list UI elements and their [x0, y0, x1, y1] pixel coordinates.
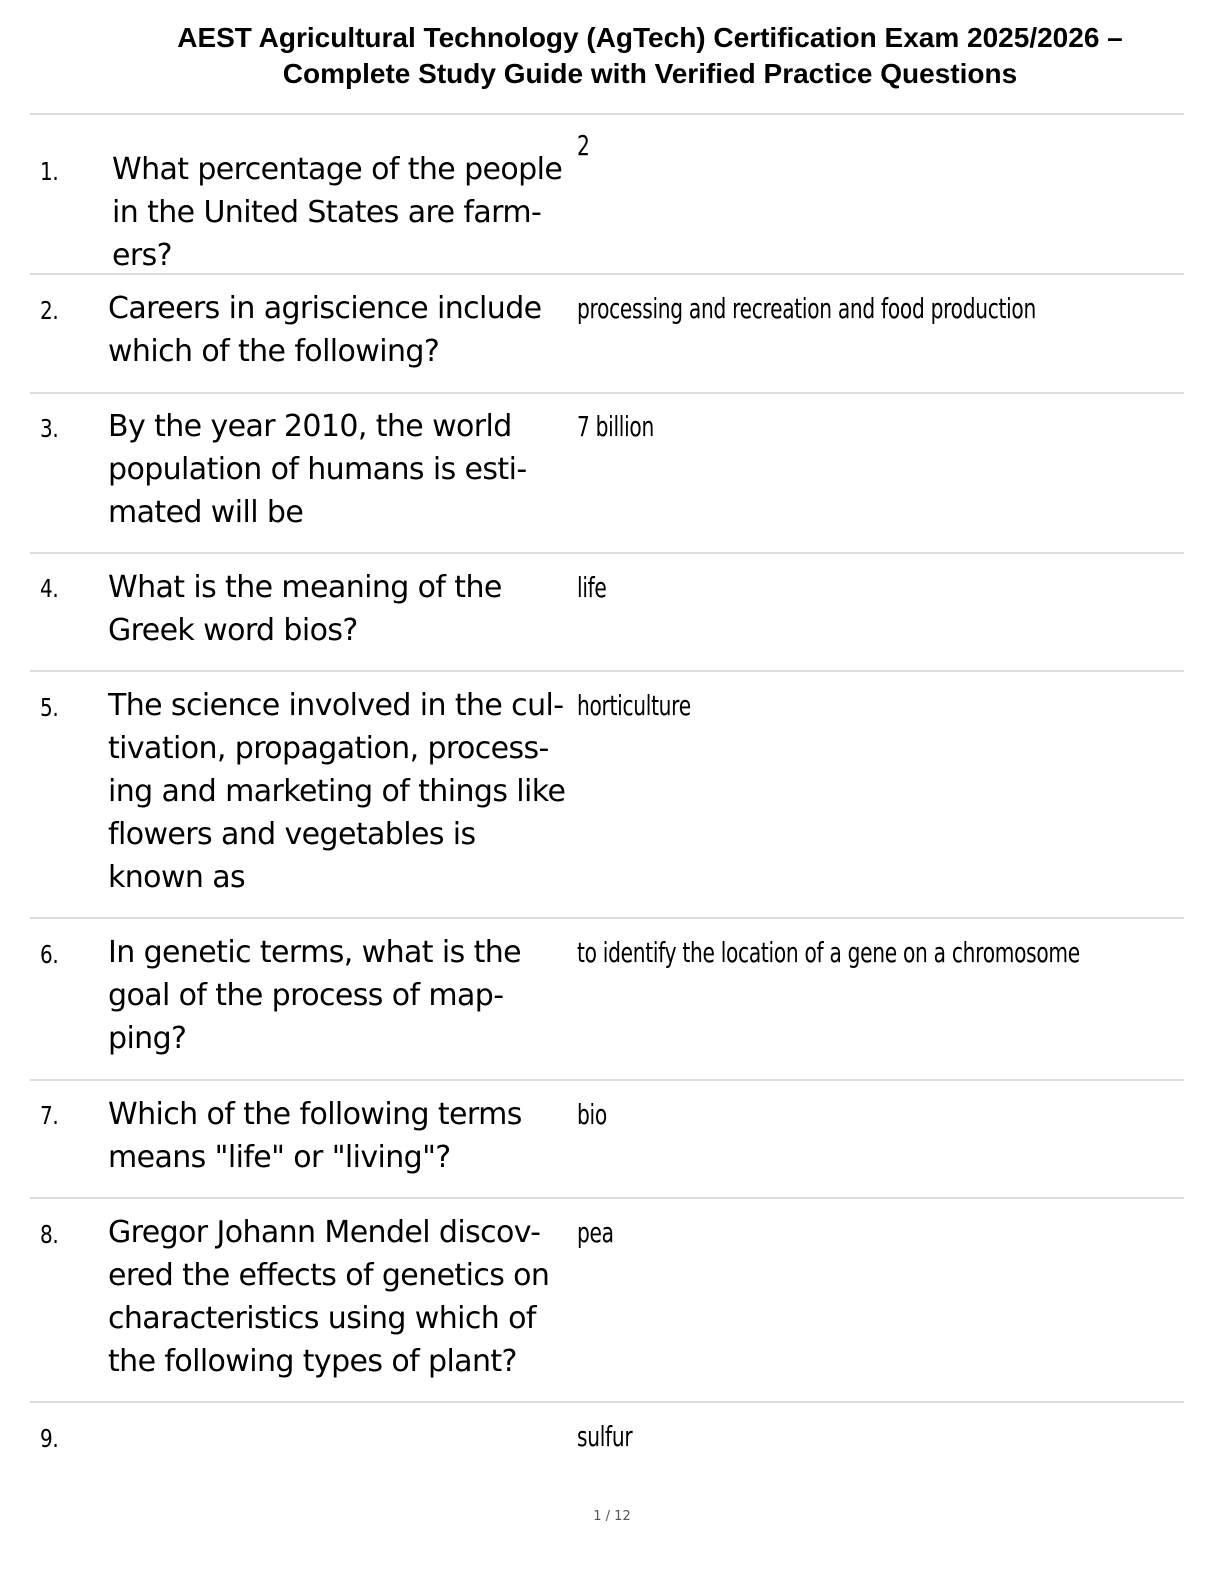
answer-text: pea: [577, 1216, 614, 1249]
answer-text: sulfur: [577, 1420, 633, 1453]
divider: [30, 1197, 1184, 1199]
question-text: Gregor Johann Mendel discov-ered the effects of genetics on characteristics using which of the following types of plant?: [108, 1215, 550, 1379]
divider: [30, 113, 1184, 115]
question-text: In genetic terms, what is the goal of the process of map-ping?: [108, 935, 522, 1056]
question-number: 7.: [40, 1101, 59, 1130]
question-text: What percentage of the people in the United States are farm-ers?: [112, 152, 563, 273]
question-number: 4.: [40, 574, 59, 603]
question-text: Careers in agriscience include which of the following?: [108, 291, 542, 369]
question-text: The science involved in the cul-tivation, propagation, process-ing and marketing of things like flowers and vegetables is known as: [108, 688, 566, 895]
question-number: 3.: [40, 414, 59, 443]
divider: [30, 552, 1184, 554]
divider: [30, 670, 1184, 672]
question-number: 5.: [40, 693, 59, 722]
answer-text: 7 billion: [577, 410, 654, 443]
document-title: [100, 20, 1200, 92]
divider: [30, 1401, 1184, 1403]
answer-text: life: [577, 571, 607, 604]
answer-text: processing and recreation and food production: [577, 292, 1036, 325]
answer-text: bio: [577, 1098, 607, 1131]
title-line-2: Complete Study Guide with Verified Practice Questions: [282, 58, 1018, 89]
divider: [30, 1079, 1184, 1081]
page-indicator: 1 / 12: [593, 1509, 631, 1524]
answer-text: 2: [577, 129, 590, 162]
question-number: 9.: [40, 1424, 59, 1453]
question-number: 2.: [40, 296, 59, 325]
question-text: What is the meaning of the Greek word bios?: [108, 570, 502, 648]
question-number: 8.: [40, 1220, 59, 1249]
divider: [30, 273, 1184, 275]
answer-text: horticulture: [577, 689, 691, 722]
question-number: 1.: [40, 157, 59, 186]
answer-text: to identify the location of a gene on a chromosome: [577, 936, 1080, 969]
title-line-1: AEST Agricultural Technology (AgTech) Certification Exam 2025/2026 –: [177, 22, 1123, 53]
divider: [30, 917, 1184, 919]
divider: [30, 392, 1184, 394]
question-number: 6.: [40, 940, 59, 969]
question-text: By the year 2010, the world population of humans is esti-mated will be: [108, 409, 527, 530]
question-text: Which of the following terms means "life" or "living"?: [108, 1097, 522, 1175]
